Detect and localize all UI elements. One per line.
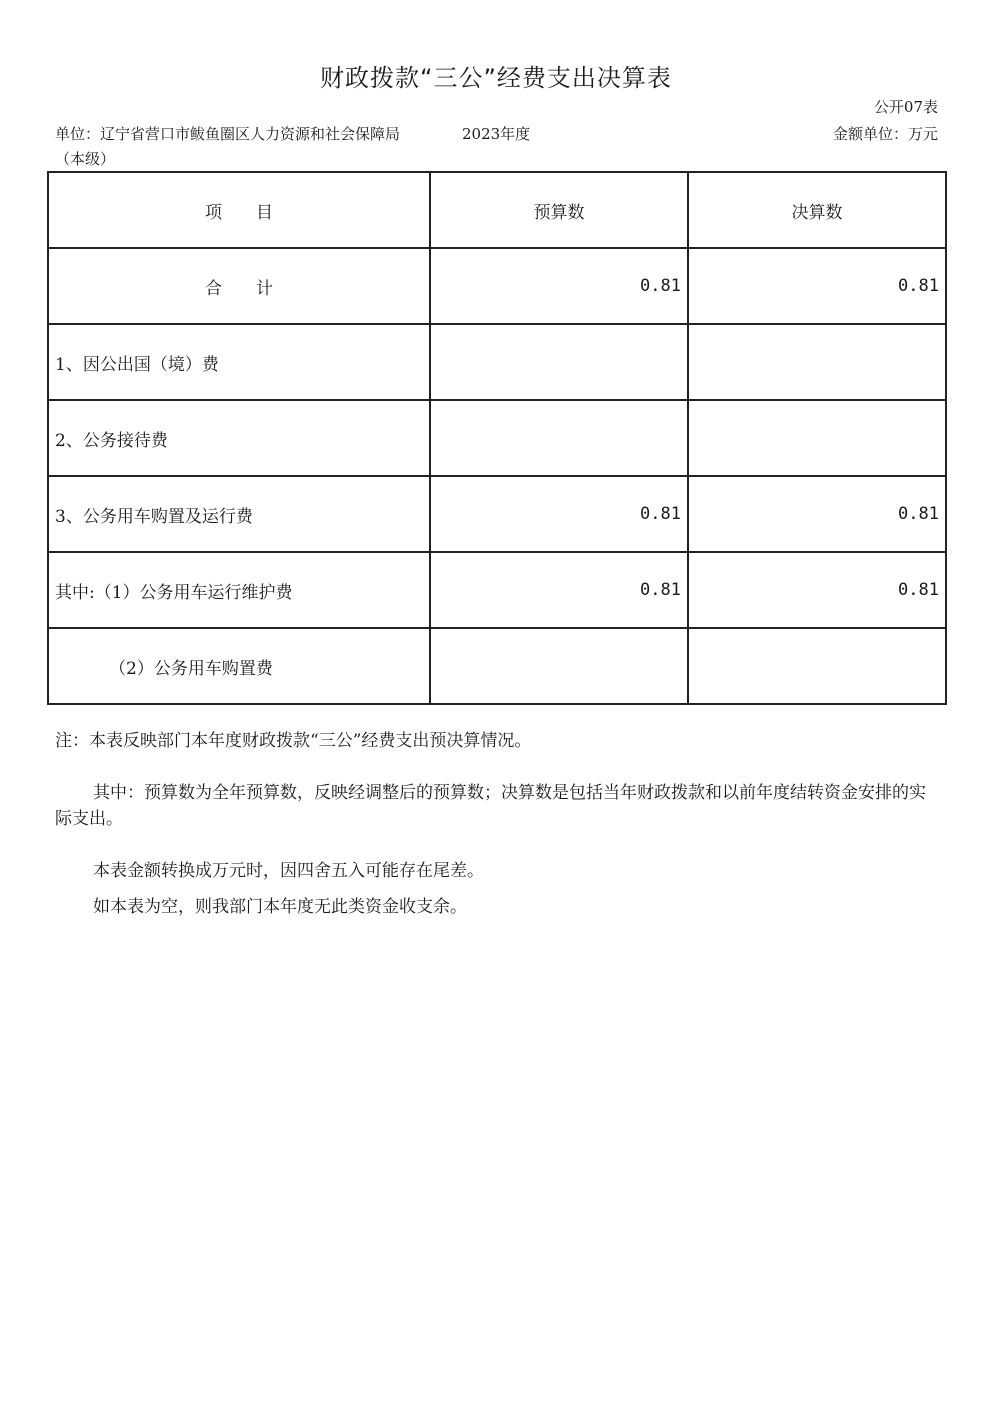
expense-table <box>47 171 947 705</box>
header-budget: 预算数 <box>430 172 688 248</box>
row-item: （2）公务用车购置费 <box>48 628 430 704</box>
note-definitions: 其中：预算数为全年预算数，反映经调整后的预算数；决算数是包括当年财政拨款和以前年度结转资金安排的实际支出。 <box>55 783 926 829</box>
form-number: 公开07表 <box>873 98 938 116</box>
table-row <box>48 628 946 704</box>
table-row <box>48 324 946 400</box>
row-budget <box>430 324 688 400</box>
row-final: 0.81 <box>688 476 946 552</box>
table-row <box>48 552 946 628</box>
page-title: 财政拨款“三公”经费支出决算表 <box>320 64 672 92</box>
row-item: 其中:（1）公务用车运行维护费 <box>48 552 430 628</box>
row-final: 0.81 <box>688 552 946 628</box>
amount-unit: 金额单位：万元 <box>832 125 938 143</box>
note-empty: 如本表为空，则我部门本年度无此类资金收支余。 <box>93 897 467 917</box>
row-budget: 0.81 <box>430 248 688 324</box>
row-item: 1、因公出国（境）费 <box>48 324 430 400</box>
unit-label: 单位：辽宁省营口市鲅鱼圈区人力资源和社会保障局（本级） <box>55 125 401 168</box>
row-budget <box>430 400 688 476</box>
fiscal-year: 2023年度 <box>462 125 531 143</box>
table-row <box>48 400 946 476</box>
row-item: 2、公务接待费 <box>48 400 430 476</box>
header-final: 决算数 <box>688 172 946 248</box>
note-summary: 注：本表反映部门本年度财政拨款“三公”经费支出预决算情况。 <box>55 731 532 751</box>
row-budget: 0.81 <box>430 476 688 552</box>
table-row <box>48 248 946 324</box>
table-header-row <box>48 172 946 248</box>
header-item: 项 目 <box>48 172 430 248</box>
row-final <box>688 400 946 476</box>
row-final <box>688 628 946 704</box>
row-item: 3、公务用车购置及运行费 <box>48 476 430 552</box>
row-budget: 0.81 <box>430 552 688 628</box>
note-rounding: 本表金额转换成万元时，因四舍五入可能存在尾差。 <box>93 861 484 881</box>
row-budget <box>430 628 688 704</box>
row-final: 0.81 <box>688 248 946 324</box>
row-item: 合 计 <box>48 248 430 324</box>
notes-section <box>55 728 940 920</box>
row-final <box>688 324 946 400</box>
table-row <box>48 476 946 552</box>
